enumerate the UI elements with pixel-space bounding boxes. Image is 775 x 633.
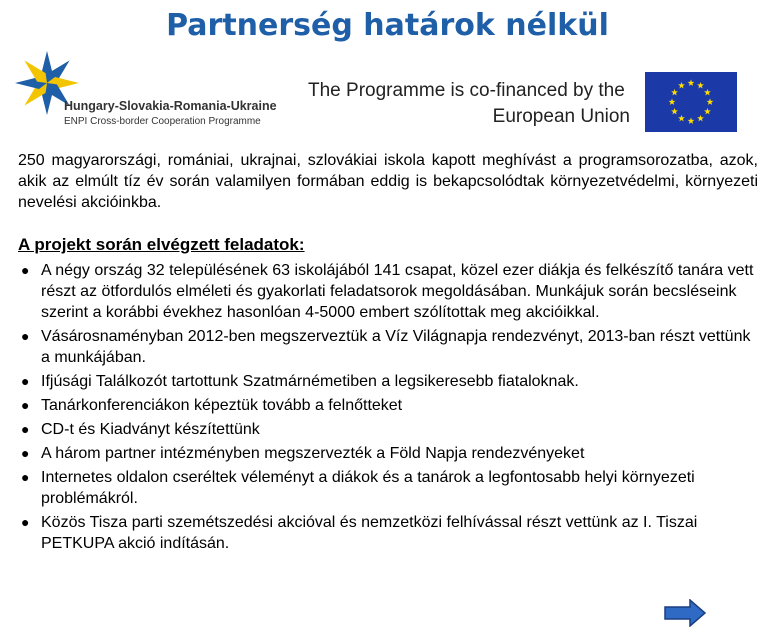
eu-star-icon	[671, 89, 678, 96]
eu-star-icon	[669, 98, 676, 105]
bullet-icon: ●	[21, 445, 30, 461]
list-item	[18, 260, 758, 323]
eu-star-icon	[678, 82, 685, 89]
list-item-text: Ifjúsági Találkozót tartottunk Szatmárnémetiben a legsikeresebb fiataloknak.	[41, 373, 579, 390]
list-item	[18, 467, 758, 509]
next-slide-button[interactable]	[664, 599, 706, 627]
eu-star-icon	[704, 108, 711, 115]
eu-star-icon	[688, 79, 695, 86]
list-item-text: A négy ország 32 településének 63 iskolájából 141 csapat, közel ezer diákja és felkészítő tanára vett részt az ötfordulós elméleti és gyakorlati feladatsorok megoldásában. Munkájuk során becsléseink szerint a korábbi évekhez hasonlóan 4-5000 embert szólítottak meg akcióikkal.	[41, 262, 754, 321]
bullet-icon: ●	[21, 328, 30, 344]
bullet-icon: ●	[21, 262, 30, 278]
list-item	[18, 512, 758, 554]
list-item	[18, 395, 758, 416]
eu-star-icon	[707, 98, 714, 105]
list-item-text: CD-t és Kiadványt készítettünk	[41, 421, 260, 438]
intro-paragraph: 250 magyarországi, romániai, ukrajnai, szlovákiai iskola kapott meghívást a programsorozatba, azok, akik az elmúlt tíz év során valamilyen formában eddig is bekapcsolódtak környezetvédelmi, környezeti nevelési akcióinkba.	[18, 152, 758, 211]
eu-star-icon	[697, 82, 704, 89]
tasks-list	[18, 260, 758, 557]
tasks-heading: A projekt során elvégzett feladatok:	[18, 235, 305, 254]
list-item-text: Tanárkonferenciákon képeztük tovább a felnőtteket	[41, 397, 403, 414]
list-item-text: A három partner intézményben megszervezték a Föld Napja rendezvényeket	[41, 445, 585, 462]
bullet-icon: ●	[21, 421, 30, 437]
list-item-text: Közös Tisza parti szemétszedési akcióval és nemzetközi felhívással részt vettünk az I. Tiszai PETKUPA akció indításán.	[41, 514, 698, 552]
page-title: Partnerség határok nélkül	[166, 8, 609, 43]
list-item	[18, 419, 758, 440]
list-item-text: Internetes oldalon cseréltek véleményt a diákok és a tanárok a legfontosabb helyi környezeti problémákról.	[41, 469, 695, 507]
bullet-icon: ●	[21, 514, 30, 530]
cofinancing-line-2: European Union	[492, 106, 630, 127]
list-item	[18, 326, 758, 368]
list-item	[18, 443, 758, 464]
eu-flag-icon	[645, 72, 737, 132]
bullet-icon: ●	[21, 373, 30, 389]
eu-star-icon	[704, 89, 711, 96]
eu-star-icon	[678, 115, 685, 122]
eu-star-icon	[688, 117, 695, 124]
bullet-icon: ●	[21, 397, 30, 413]
list-item-text: Vásárosnaményban 2012-ben megszerveztük a Víz Világnapja rendezvényt, 2013-ban részt vettünk a munkájában.	[41, 328, 751, 366]
bullet-icon: ●	[21, 469, 30, 485]
right-arrow-icon[interactable]	[664, 599, 706, 627]
eu-star-icon	[697, 115, 704, 122]
list-item	[18, 371, 758, 392]
eu-star-icon	[671, 108, 678, 115]
cofinancing-statement	[308, 78, 630, 130]
cofinancing-line-1: The Programme is co-financed by the	[308, 80, 625, 101]
programme-subtitle: ENPI Cross-border Cooperation Programme	[64, 116, 261, 127]
programme-logo	[14, 50, 304, 132]
programme-name: Hungary-Slovakia-Romania-Ukraine	[64, 99, 277, 113]
